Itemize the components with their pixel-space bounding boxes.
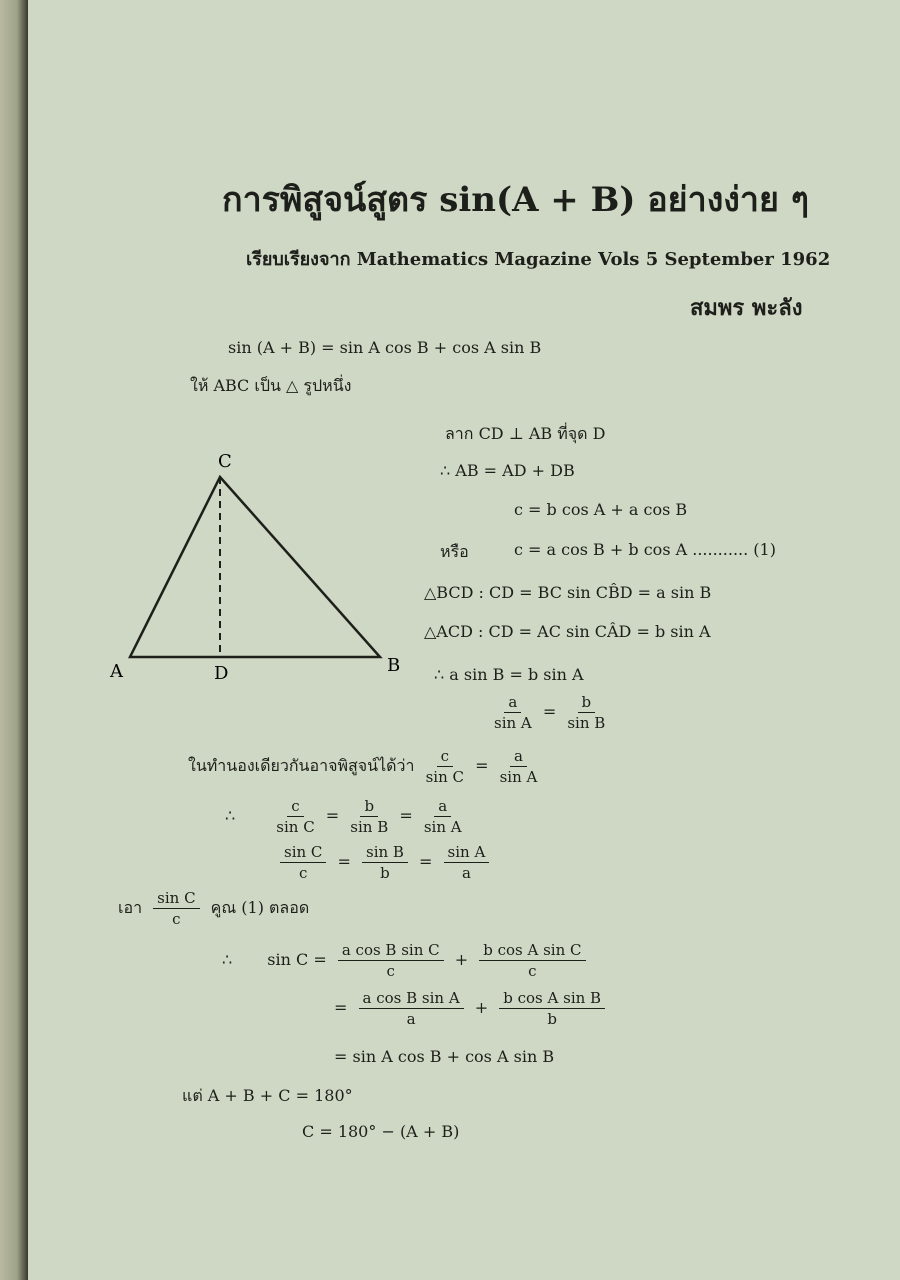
- proof-line: △ACD : CD = AC sin CÂD = b sin A: [424, 622, 711, 641]
- proof-line: แต่ A + B + C = 180°: [182, 1086, 353, 1105]
- ratio-line: $\frac{a}{\text{sin A}}$ = $\frac{b}{\text{sin B}}$: [494, 693, 606, 732]
- formula-statement: sin (A + B) = sin A cos B + cos A sin B: [228, 338, 542, 357]
- ratio-line: ∴ $\frac{c}{\text{sin C}}$ = $\frac{b}{\text{sin B}}$ = $\frac{a}{\text{sin A}}$: [225, 797, 462, 836]
- author: สมพร พะลัง: [690, 295, 803, 321]
- triangle-diagram: [100, 445, 420, 695]
- proof-line: c = b cos A + a cos B: [514, 500, 688, 519]
- ratio-line: $\frac{\text{sin C}}{c}$ = $\frac{\text{sin B}}{b}$ = $\frac{\text{sin A}}{a}$: [274, 842, 495, 883]
- proof-line: ∴ sin C = $\frac{\text{a cos B sin C}}{c}$ + $\frac{\text{b cos A sin C}}{c}$: [222, 940, 592, 981]
- proof-line: หรือ: [440, 542, 469, 561]
- proof-line: c = a cos B + b cos A ........... (1): [514, 540, 776, 559]
- subtitle: เรียบเรียงจาก Mathematics Magazine Vols 5 September 1962: [246, 249, 831, 270]
- proof-line: ลาก CD ⊥ AB ที่จุด D: [445, 424, 606, 443]
- proof-line: ∴ a sin B = b sin A: [434, 665, 584, 684]
- proof-line: △BCD : CD = BC sin CB̂D = a sin B: [424, 583, 712, 602]
- label-a: A: [110, 661, 123, 682]
- proof-line: เอา $\frac{\text{sin C}}{c}$ คูณ (1) ตลอด: [118, 889, 310, 928]
- label-d: D: [214, 663, 229, 684]
- triangle-abc: [130, 477, 380, 657]
- book-spine: [0, 0, 28, 1280]
- proof-line: C = 180° − (A + B): [302, 1122, 460, 1141]
- proof-line: = sin A cos B + cos A sin B: [334, 1047, 555, 1066]
- label-c: C: [218, 451, 232, 472]
- proof-line: ∴ AB = AD + DB: [440, 461, 575, 480]
- label-b: B: [387, 655, 401, 676]
- proof-line: ให้ ABC เป็น △ รูปหนึ่ง: [190, 376, 352, 395]
- page-title: การพิสูจน์สูตร sin(A + B) อย่างง่าย ๆ: [222, 180, 810, 220]
- ratio-line: ในทำนองเดียวกันอาจพิสูจน์ได้ว่า $\frac{c}{\text{sin C}}$ = $\frac{a}{\text{sin A}}$: [188, 747, 538, 786]
- proof-line: = $\frac{\text{a cos B sin A}}{a}$ + $\frac{\text{b cos A sin B}}{b}$: [334, 988, 611, 1029]
